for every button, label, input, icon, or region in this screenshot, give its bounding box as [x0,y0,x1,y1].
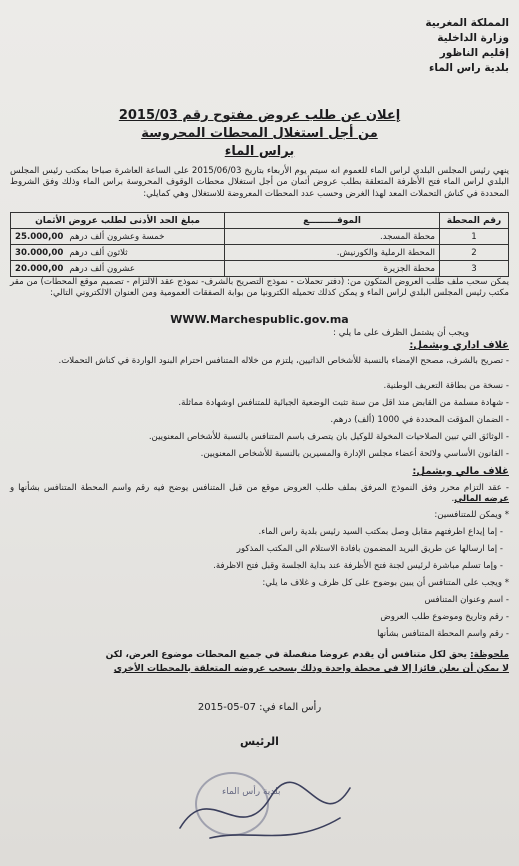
submission-item: * ويجب على المتنافس أن يبين بوضوح على كل ظرف و غلاف ما يلي: [262,578,509,588]
announcement-title: إعلان عن طلب عروض مفتوح رقم 2015/03 [118,108,401,123]
stamp-text: بلدية رأس الماء [222,787,281,797]
issuer-header [425,16,509,76]
station-number: 3 [440,261,509,277]
financial-text: - عقد التزام محرر وفق النموذج المرفق بملف طلب العروض موقع من قبل المتنافس يوضح فيه رقم واسم المحطة المتنافس بشأنها و [10,483,509,493]
submission-item: - رقم واسم المحطة المتنافس بشأنها [377,629,509,639]
admin-item: - القانون الأساسي ولائحة أعضاء مجلس الإدارة والمسيرين بالنسبة للأشخاص المعنويين. [200,449,509,459]
station-location: المحطة الرملية والكورنيش. [225,245,440,261]
amount-words: عشرون ألف درهم [69,263,135,274]
procurement-website: WWW.Marchespublic.gov.ma [170,313,349,326]
table-row [11,245,509,261]
table-row [11,261,509,277]
submission-item: - وإما تسلم مباشرة لرئيس لجنة فتح الأظرفة عند بداية الجلسة وقبل فتح الاظرفة. [213,561,503,571]
table-row [11,229,509,245]
intro-paragraph: ينهي رئيس المجلس البلدي لراس الماء للعموم انه سيتم يوم الأربعاء بتاريخ 2015/06/03 على الساعة العاشرة صباحا بمكتب رئيس المجلس البلدي لراس الماء فتح الأظرفة المتعلقة بطلب عروض أثمان من أجل استغلال محطات الوقوف المحروسة براس الماء وذلك وفق الشروط المحددة في كناش التحملات المعد لهذا الغرض وحسب عدد المحطات المعروضة للاستغلال وهي كمايلي: [10,166,509,199]
financial-end: . [451,494,455,505]
amount-value: 30.000,00 [15,247,64,258]
submission-item: - إما إيداع اظرفتهم مقابل وصل بمكتب السيد رئيس بلدية راس الماء. [258,527,503,537]
submission-intro: * ويمكن للمتنافسين: [434,510,509,520]
submission-item: - إما ارسالها عن طريق البريد المضمون بافادة الاستلام الى المكتب المذكور [236,544,503,554]
submission-item: - اسم وعنوان المتنافس [424,595,509,605]
station-number: 1 [440,229,509,245]
admin-item: - تصريح بالشرف، مصحح الإمضاء بالنسبة للأشخاص الذاتيين، يلتزم من خلاله المتنافس احترام البنود الواردة في كناش التحملات. [58,356,509,366]
announcement-subtitle: من أجل استغلال المحطات المحروسة [141,126,378,141]
col-location: الموقـــــــــع [225,213,440,229]
envelope-note: ويجب أن يشتمل الظرف على ما يلي : [333,328,469,338]
note-line-2: لا يمكن أن يعلن فائزا إلا في محطة واحدة وذلك بسحب عروضه المتعلقة بالمحطات الأخرى [113,664,509,674]
handwritten-signature [150,758,380,858]
header-ministry: وزارة الداخلية [437,32,509,44]
station-location: محطة المسجد. [225,229,440,245]
financial-paragraph [10,483,509,506]
header-province: إقليم الناظور [439,47,509,59]
announcement-location: براس الماء [224,144,295,159]
table-header-row [11,213,509,229]
submission-item: - رقم وتاريخ وموضوع طلب العروض [380,612,509,622]
dossier-paragraph: يمكن سحب ملف طلب العروض المتكون من: (دفتر تحملات - نموذج التصريح بالشرف- نموذج عقد الالتزام - تصميم موقع المحطات) من مقر مكتب رئيس المجلس البلدي لراس الماء و يمكن كذلك تحميله الكترونيا من بوابة الصفقات العمومية ومن العنوان الالكتروني التالي: [10,277,509,299]
admin-item: - الضمان المؤقت المحددة في 1000 (ألف) درهم. [330,415,509,425]
col-minimum-amount: مبلغ الحد الأدنى لطلب عروض الأثمان [11,213,225,229]
header-kingdom: المملكة المغربية [425,17,509,29]
financial-offer: عرضه المالي [454,494,509,505]
amount-value: 20.000,00 [15,263,64,274]
admin-item: - شهادة مسلمة من القابض منذ اقل من سنة تثبت الوضعية الجبائية للمتنافس اوشهادة مماثلة. [178,398,509,408]
admin-envelope-title: غلاف اداري ويشمل: [409,340,509,351]
amount-value: 25.000,00 [15,231,64,242]
station-amount-cell [11,261,225,277]
header-municipality: بلدية راس الماء [429,62,509,74]
note-line-1: يحق لكل متنافس أن يقدم عروضا منفصلة في جميع المحطات موضوع العرض، لكن [105,650,467,660]
admin-item: - نسخة من بطاقة التعريف الوطنية. [383,381,509,391]
amount-words: ثلاثون ألف درهم [69,247,128,258]
station-location: محطة الجزيرة [225,261,440,277]
admin-item: - الوثائق التي تبين الصلاحيات المخولة للوكيل بان يتصرف باسم المتنافس بالنسبة للأشخاص المعنويين. [148,432,509,442]
note-block [10,648,509,676]
note-label: ملحوظة: [470,650,509,660]
station-amount-cell [11,229,225,245]
amount-words: خمسة وعشرون ألف درهم [69,231,165,242]
signatory-title: الرئيس [240,735,279,748]
place-and-date: رأس الماء في: 07-05-2015 [197,702,322,713]
col-station-number: رقم المحطة [440,213,509,229]
financial-envelope-title: غلاف مالي ويشمل: [412,466,509,477]
stations-table [10,212,509,277]
station-amount-cell [11,245,225,261]
station-number: 2 [440,245,509,261]
